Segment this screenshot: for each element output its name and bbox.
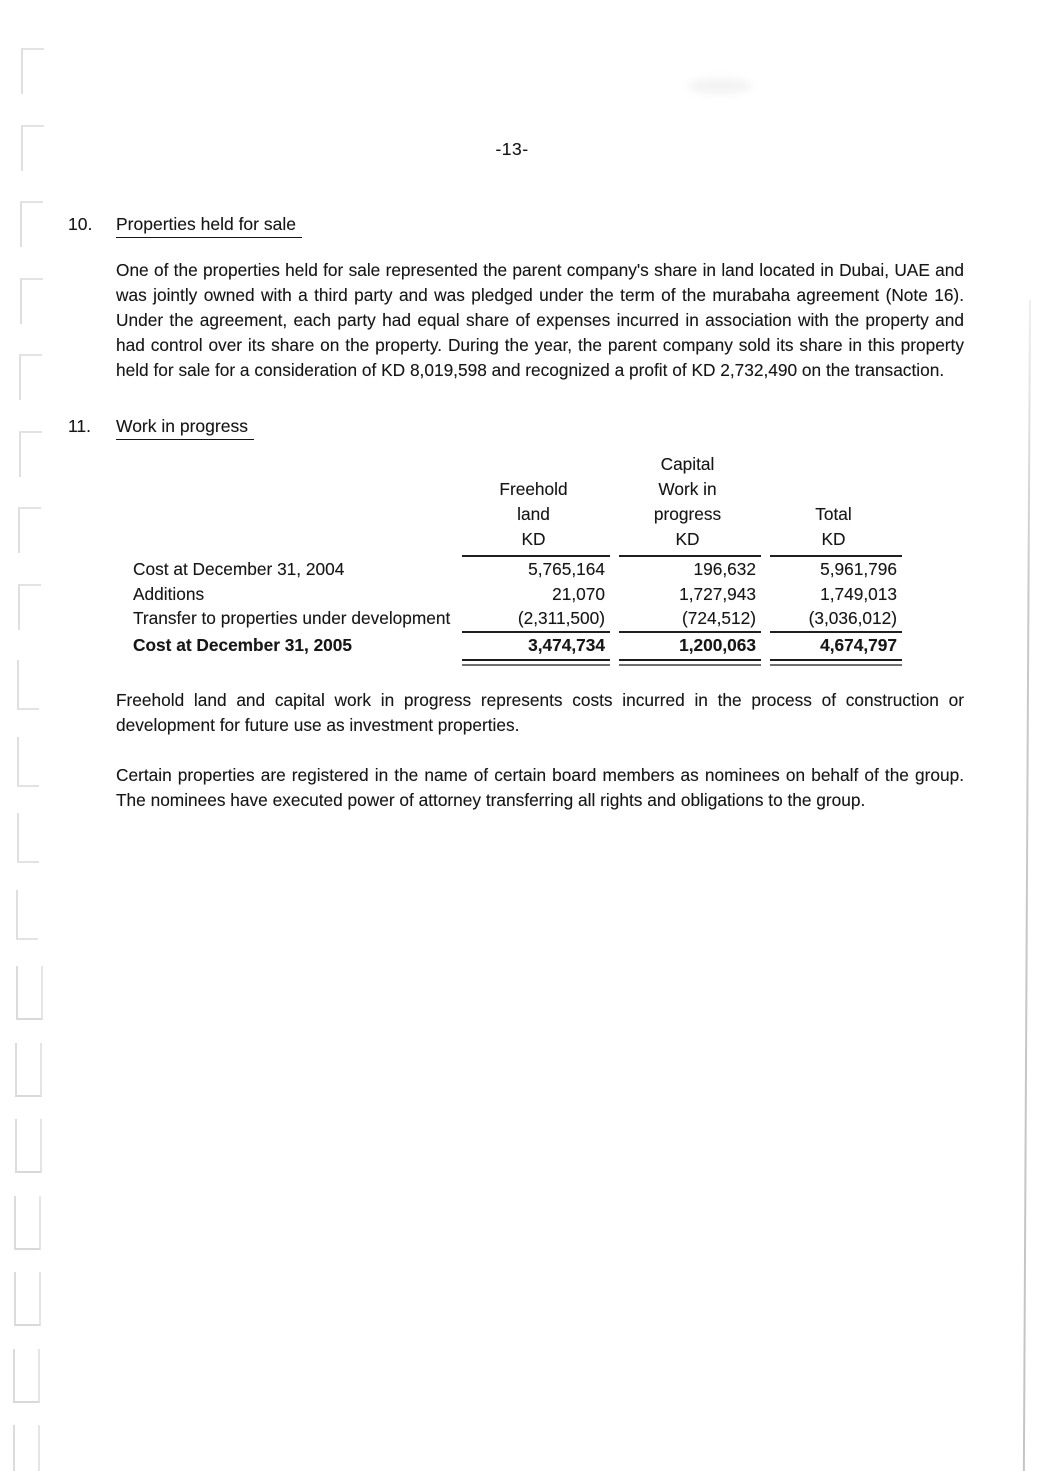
- binding-mark: [19, 354, 42, 400]
- binding-mark: [15, 1119, 42, 1173]
- cell-value: 1,749,013: [820, 583, 897, 604]
- header-line: KD: [675, 529, 700, 549]
- cell-value: 3,474,734: [528, 634, 605, 655]
- page-number: -13-: [495, 139, 529, 159]
- header-line: KD: [521, 529, 546, 549]
- header-line: Freehold: [499, 479, 568, 499]
- row-label: Cost at December 31, 2005: [133, 634, 353, 655]
- binding-mark: [16, 966, 43, 1020]
- section-number: 10.: [68, 214, 93, 234]
- cell-value: 1,200,063: [679, 634, 756, 655]
- table-total-double-rule: [133, 659, 902, 666]
- binding-mark: [17, 813, 39, 863]
- cell-value: (724,512): [619, 606, 761, 633]
- cell-value: 196,632: [693, 559, 756, 579]
- rule-spacer: [133, 659, 453, 666]
- row-label: Transfer to properties under development: [133, 608, 451, 629]
- binding-mark: [21, 48, 44, 94]
- cell-value: (2,311,500): [462, 606, 610, 633]
- cell-value: 5,765,164: [528, 559, 605, 579]
- section-paragraph: One of the properties held for sale represented the parent company's share in land located in Dubai, UAE and was jointly owned with a third party and was pledged under the term of the murabaha agreement (Note 16). Under the agreement, each party had equal share of expenses incurred in association with the property and had control over its share on the property. During the year, the parent company sold its share in this property held for sale for a consideration of KD 8,019,598 and recognized a profit of KD 2,732,490 on the transaction.: [116, 260, 964, 380]
- scan-smudge: [688, 78, 752, 94]
- binding-mark: [19, 431, 42, 477]
- binding-mark: [18, 584, 41, 630]
- double-rule-segment: [462, 659, 610, 666]
- table-row-additions: [133, 582, 902, 607]
- binding-mark: [14, 1196, 41, 1250]
- binding-mark: [13, 1349, 40, 1403]
- page-edge-line: [1023, 300, 1031, 1471]
- table-header-total: [770, 452, 902, 557]
- header-line: KD: [821, 529, 846, 549]
- cell-value: (3,036,012): [770, 606, 902, 633]
- binding-mark: [20, 201, 43, 247]
- header-line: Total: [815, 504, 852, 524]
- table-header-spacer: [133, 452, 453, 557]
- binding-mark: [15, 1043, 42, 1097]
- binding-mark: [14, 1272, 41, 1326]
- header-line: Work in: [658, 479, 717, 499]
- binding-mark: [16, 890, 38, 940]
- header-line: Capital: [660, 454, 715, 474]
- cell-value: 1,727,943: [679, 583, 756, 604]
- section-number: 11.: [68, 416, 92, 436]
- binding-mark: [18, 507, 41, 553]
- table-header-freehold-land: [462, 452, 610, 557]
- section-work-in-progress: [68, 416, 964, 440]
- header-line: land: [517, 504, 550, 524]
- header-line: progress: [653, 504, 722, 524]
- double-rule-segment: [770, 659, 902, 666]
- table-header-row: [133, 452, 902, 557]
- table-row-cost-2005: [133, 633, 902, 658]
- cell-value: 5,961,796: [820, 559, 897, 579]
- note-paragraph: Certain properties are registered in the name of certain board members as nominees on behalf of the group. The nominees have executed power of attorney transferring all rights and obligations to the group.: [116, 765, 964, 810]
- table-row-cost-2004: [133, 557, 902, 582]
- notes-block: [116, 688, 964, 838]
- section-title: Properties held for sale: [116, 214, 302, 238]
- cell-value: 4,674,797: [820, 634, 897, 655]
- cell-value: 21,070: [552, 583, 605, 604]
- work-in-progress-table: [133, 452, 902, 666]
- section-title: Work in progress: [116, 416, 254, 440]
- binding-mark: [17, 737, 39, 787]
- section-properties-held-for-sale: [68, 214, 964, 383]
- row-label: Additions: [133, 583, 205, 604]
- table-row-transfer: [133, 606, 902, 633]
- binding-mark: [17, 660, 39, 710]
- binding-mark: [13, 1425, 40, 1471]
- note-paragraph: Freehold land and capital work in progress represents costs incurred in the process of construction or development for future use as investment properties.: [116, 690, 964, 735]
- row-label: Cost at December 31, 2004: [133, 559, 345, 579]
- binding-mark: [20, 278, 43, 324]
- table-header-capital-wip: [619, 452, 761, 557]
- double-rule-segment: [619, 659, 761, 666]
